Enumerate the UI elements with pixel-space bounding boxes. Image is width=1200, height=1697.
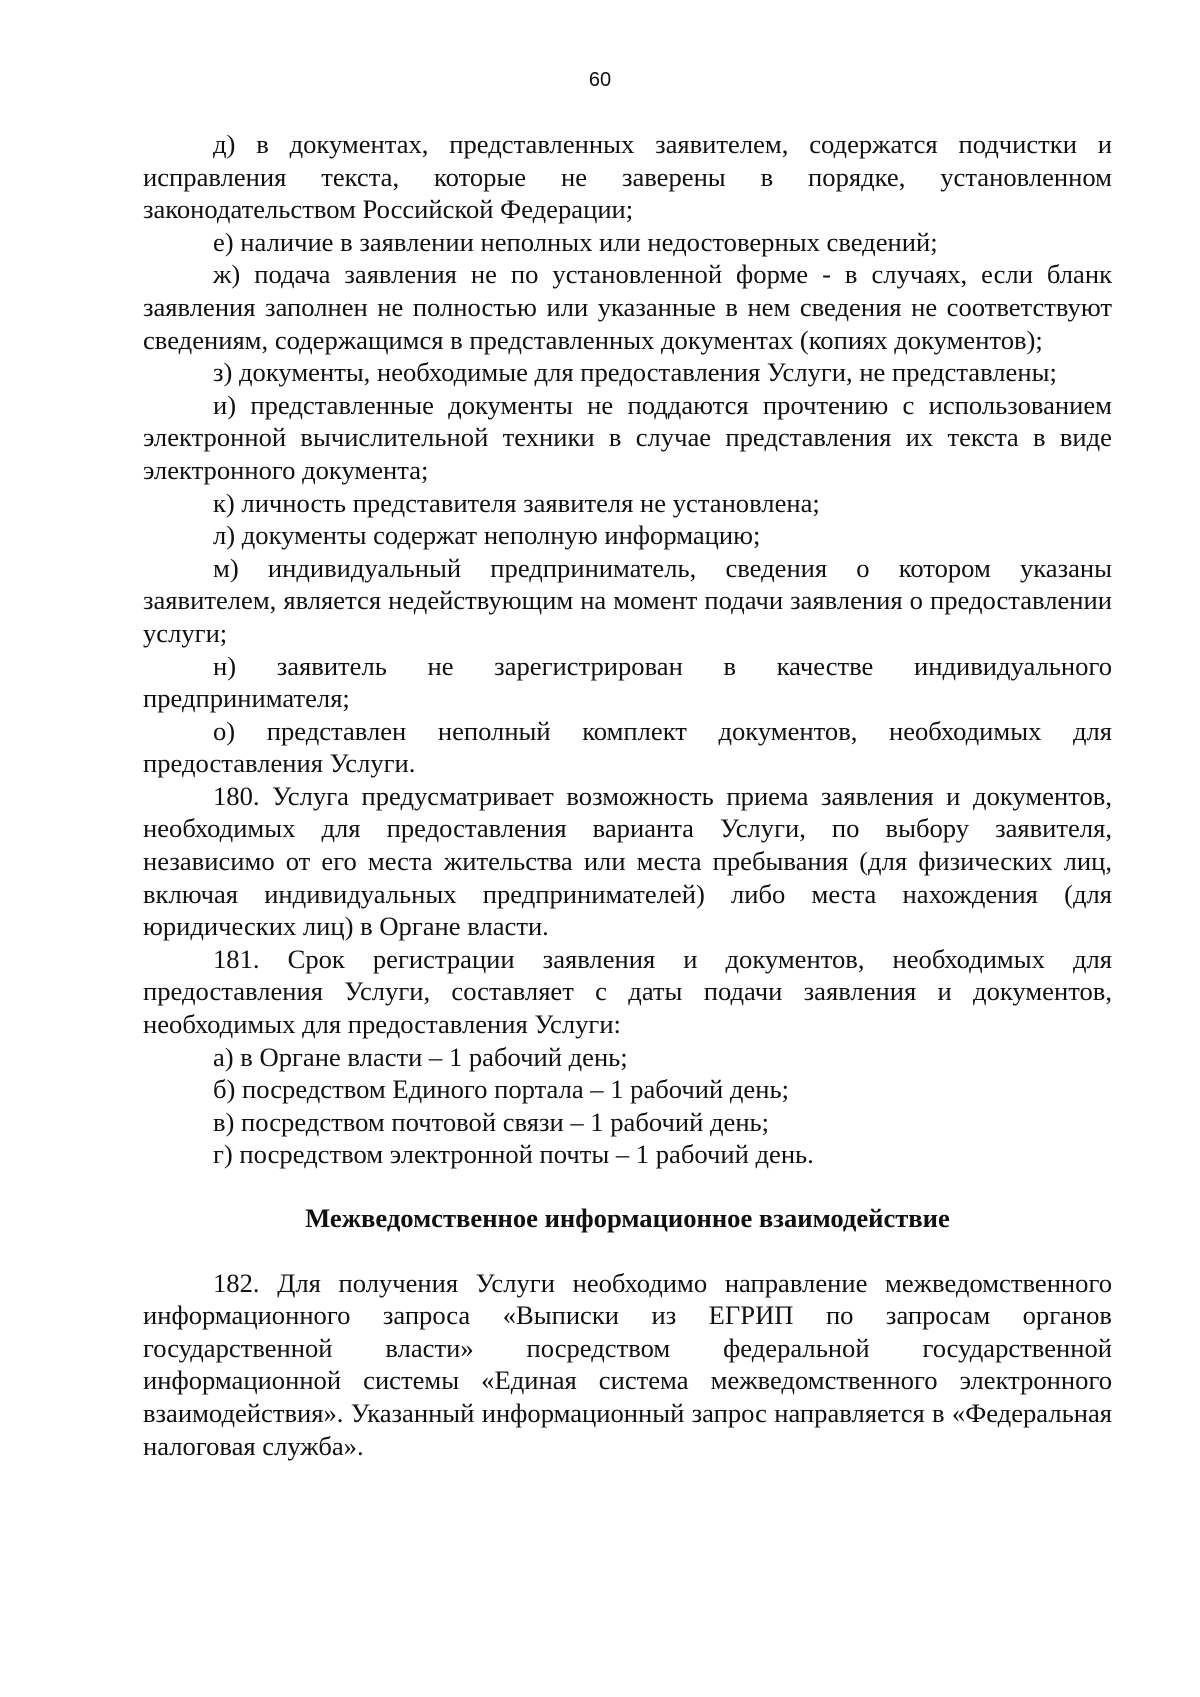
paragraph-i: и) представленные документы не поддаются прочтению с использованием электронной вычислительной техники в случае представления их текста в виде электронного документа; — [143, 389, 1112, 485]
paragraph-k: к) личность представителя заявителя не установлена; — [213, 487, 820, 518]
paragraph-m: м) индивидуальный предприниматель, сведения о котором указаны заявителем, является недействующим на момент подачи заявления о предоставлении услуги; — [143, 552, 1112, 648]
list-item-b: б) посредством Единого портала – 1 рабочий день; — [213, 1074, 789, 1105]
paragraph-182: 182. Для получения Услуги необходимо направление межведомственного информационного запроса «Выписки из ЕГРИП по запросам органов государственной власти» посредством федеральной государственной информационной системы «Единая система межведомственного электронного взаимодействия». Указанный информационный запрос направляется в «Федеральная налоговая служба». — [143, 1267, 1112, 1461]
paragraph-zh: ж) подача заявления не по установленной форме - в случаях, если бланк заявления заполнен не полностью или указанные в нем сведения не соответствуют сведениям, содержащимся в представленных документах (копиях документов); — [143, 259, 1112, 355]
paragraph-d: д) в документах, представленных заявителем, содержатся подчистки и исправления текста, которые не заверены в порядке, установленном законодательством Российской Федерации; — [143, 129, 1112, 225]
section-heading: Межведомственное информационное взаимодействие — [305, 1203, 950, 1233]
list-item-g: г) посредством электронной почты – 1 рабочий день. — [213, 1139, 814, 1170]
paragraph-n: н) заявитель не зарегистрирован в качестве индивидуального предпринимателя; — [143, 650, 1112, 714]
paragraph-o: о) представлен неполный комплект документов, необходимых для предоставления Услуги. — [143, 715, 1112, 779]
paragraph-180: 180. Услуга предусматривает возможность приема заявления и документов, необходимых для предоставления варианта Услуги, по выбору заявителя, независимо от его места жительства или места пребывания (для физических лиц, включая индивидуальных предпринимателей) либо места нахождения (для юридических лиц) в Органе власти. — [143, 780, 1112, 942]
list-item-v: в) посредством почтовой связи – 1 рабочий день; — [213, 1106, 770, 1137]
paragraph-181: 181. Срок регистрации заявления и документов, необходимых для предоставления Услуги, составляет с даты подачи заявления и документов, необходимых для предоставления Услуги: — [143, 943, 1112, 1040]
paragraph-z: з) документы, необходимые для предоставления Услуги, не представлены; — [213, 357, 1057, 388]
paragraph-e: е) наличие в заявлении неполных или недостоверных сведений; — [213, 226, 938, 257]
list-item-a: а) в Органе власти – 1 рабочий день; — [213, 1041, 628, 1072]
document-body — [143, 128, 1112, 1462]
page-number: 60 — [588, 69, 612, 91]
paragraph-l: л) документы содержат неполную информацию; — [213, 520, 761, 551]
